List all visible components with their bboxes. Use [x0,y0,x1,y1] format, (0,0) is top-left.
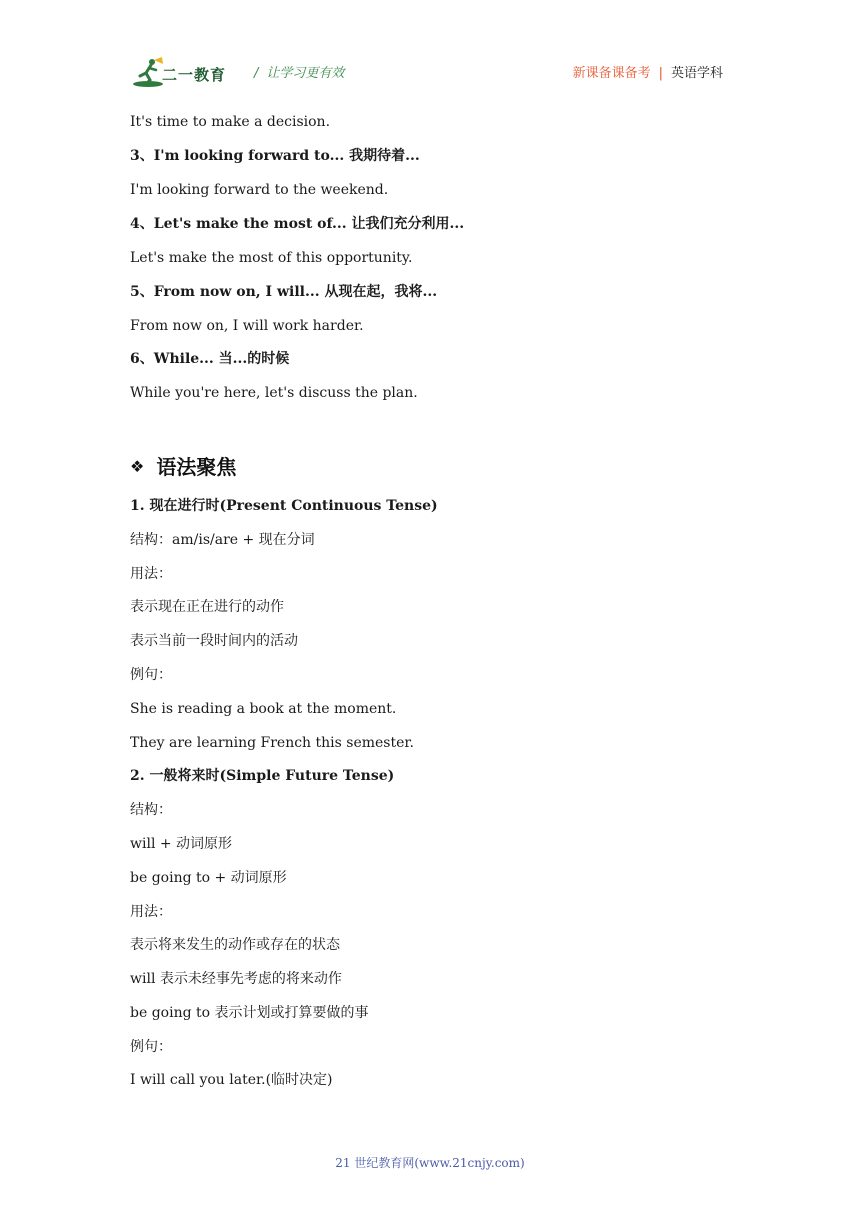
brand-logo [132,56,242,90]
phrase-heading: 5、From now on, I will... 从现在起，我将... [130,284,438,300]
header-subject-label: 英语学科 [670,66,723,81]
text-line: will + 动词原形 [130,836,233,852]
text-line: 例句： [130,667,172,683]
example-sentence: They are learning French this semester. [130,735,414,751]
text-line: be going to 表示计划或打算要做的事 [130,1005,369,1021]
text-line: 用法： [130,904,172,920]
text-line: From now on, I will work harder. [130,318,364,334]
text-line: 结构：am/is/are + 现在分词 [130,532,315,548]
text-line: 表示将来发生的动作或存在的状态 [130,937,340,953]
example-sentence: I will call you later.(临时决定) [130,1072,333,1088]
phrase-heading: 6、While... 当...的时候 [130,351,290,367]
text-line: 表示现在正在进行的动作 [130,599,284,615]
phrase-heading: 4、Let's make the most of... 让我们充分利用... [130,216,465,232]
slogan [254,62,344,81]
text-line: 结构： [130,802,172,818]
logo-text: 二一教育 [162,66,227,84]
page-header [0,0,860,100]
text-line: While you're here, let's discuss the plan. [130,385,418,401]
grammar-heading: 1. 现在进行时(Present Continuous Tense) [130,498,438,514]
section-heading [130,451,236,480]
header-separator: | [658,66,663,81]
text-line: I'm looking forward to the weekend. [130,182,389,198]
running-figure-icon [132,56,166,90]
header-course-label: 新课备课备考 [572,66,651,81]
page-footer: 21 世纪教育网(www.21cnjy.com) [335,1156,525,1170]
slogan-text: 让学习更有效 [266,66,345,81]
example-sentence: She is reading a book at the moment. [130,701,397,717]
text-line: 表示当前一段时间内的活动 [130,633,298,649]
text-line: Let's make the most of this opportunity. [130,250,413,266]
text-line: be going to + 动词原形 [130,870,287,886]
grammar-heading: 2. 一般将来时(Simple Future Tense) [130,768,395,784]
text-line: It's time to make a decision. [130,114,331,130]
section-title: 语法聚焦 [156,455,237,479]
diamond-bullet-icon: ❖ [130,457,145,476]
phrase-heading: 3、I'm looking forward to... 我期待着... [130,148,420,164]
text-line: will 表示未经事先考虑的将来动作 [130,971,342,987]
slogan-slash: / [254,66,259,81]
text-line: 例句： [130,1039,172,1055]
text-line: 用法： [130,566,172,582]
header-subject [573,62,723,81]
